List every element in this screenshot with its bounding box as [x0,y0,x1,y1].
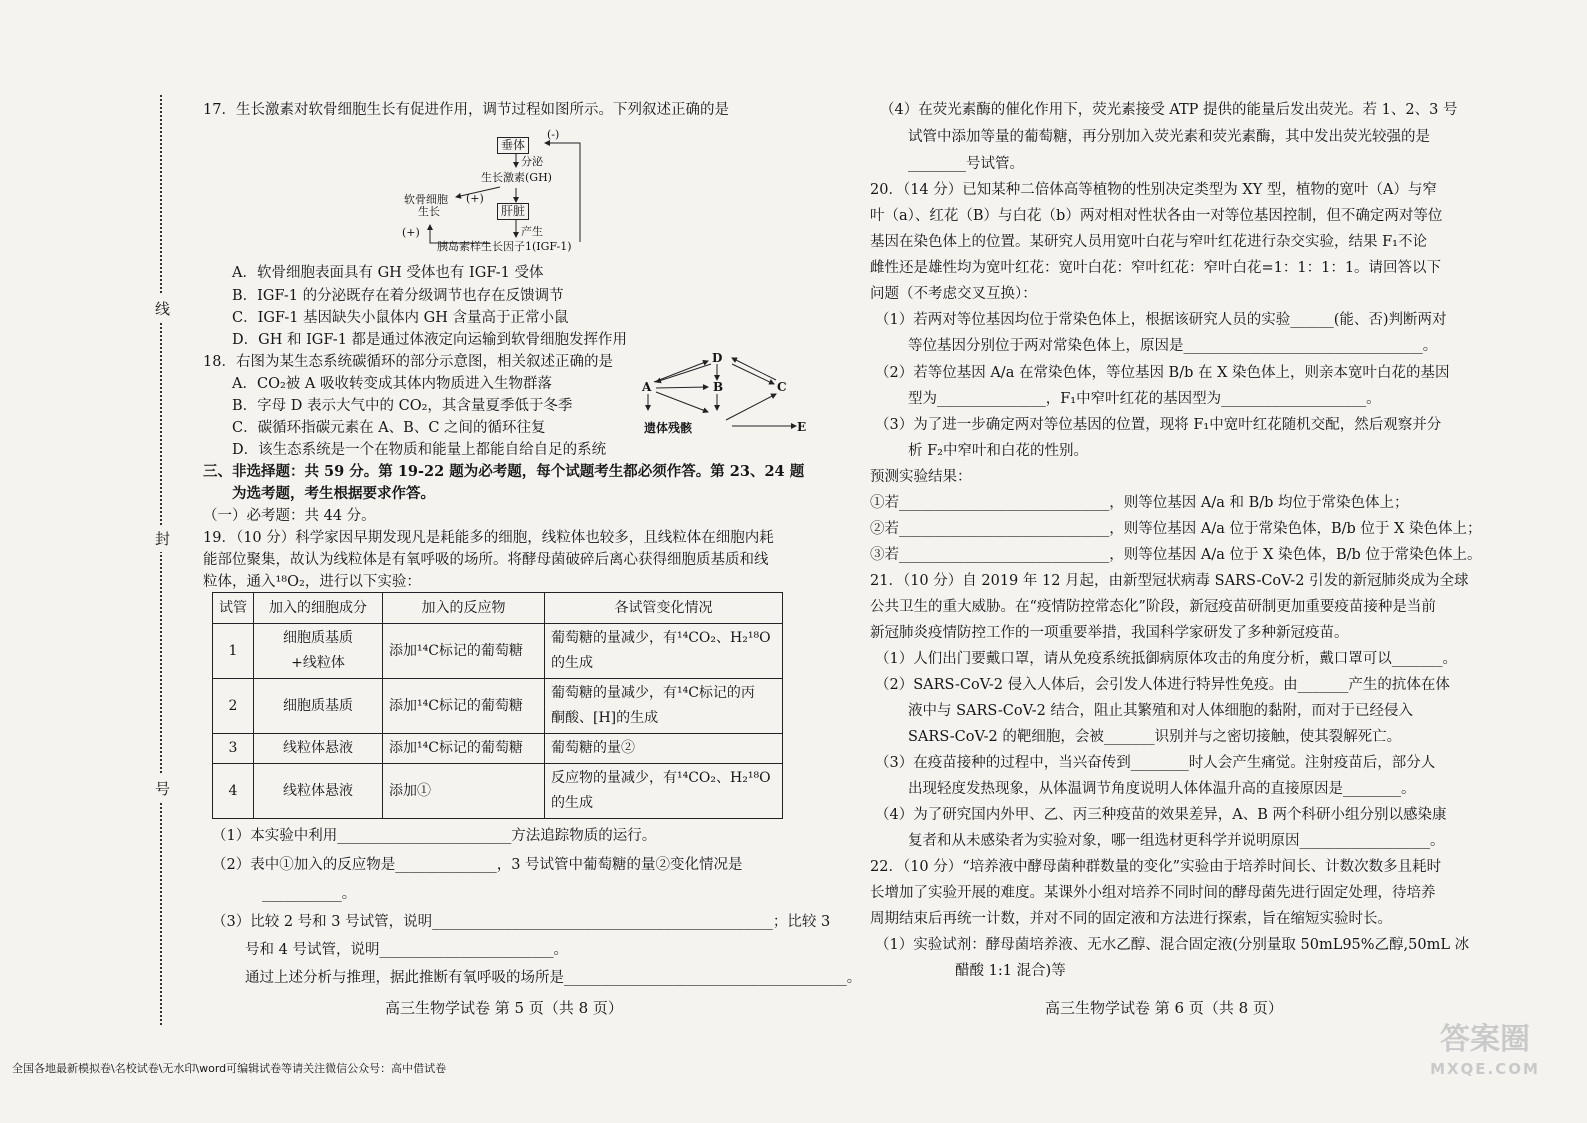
q19-sub-2b: ___________。 [262,886,357,902]
promote-label-1: (+) [466,192,484,205]
secrete-label: 分泌 [521,155,543,168]
q19-line-1: 19．（10 分）科学家因早期发现凡是耗能多的细胞，线粒体也较多，且线粒体在细胞内耗 [203,530,774,546]
table-cell [213,624,254,679]
q20-sub-1a: （1）若两对等位基因均位于常染色体上，根据该研究人员的实验______(能、否)判断两对 [875,312,1447,328]
table-cell-line: 葡萄糖的量减少，有¹⁴C标记的丙 [551,685,755,701]
table-header: 加入的反应物 [383,593,545,624]
section3-heading-2: 为选考题，考生根据要求作答。 [232,485,435,502]
q18-option-a: A．CO₂被 A 吸收转变成其体内物质进入生物群落 [232,376,552,392]
table-cell-line: 细胞质基质 [283,697,353,714]
cartilage-label-1: 软骨细胞 [404,193,448,206]
q20-sub-1b: 等位基因分别位于两对常染色体上，原因是_________________________________。 [908,338,1438,354]
q17-option-a: A．软骨细胞表面具有 GH 受体也有 IGF-1 受体 [232,265,544,281]
q18-option-b: B．字母 D 表示大气中的 CO₂，其含量夏季低于冬季 [232,398,573,414]
table-cell [213,734,254,764]
table-cell-line: 线粒体悬液 [283,782,353,799]
q19-line-3: 粒体，通入¹⁸O₂，进行以下实验： [203,574,421,590]
q19-sub-3a: （3）比较 2 号和 3 号试管，说明_______________________________________________；比较 3 [212,914,831,930]
left-footer: 高三生物学试卷 第 5 页（共 8 页） [385,999,623,1017]
table-cell-line: 反应物的量减少，有¹⁴CO₂、H₂¹⁸O [551,770,771,786]
table-cell [213,764,254,819]
q20-result-2: ②若_____________________________，则等位基因 A/a 位于常染色体，B/b 位于 X 染色体上； [870,521,1482,537]
table-cell [254,734,383,764]
node-a: A [642,380,652,394]
q18-stem: 18．右图为某生态系统碳循环的部分示意图，相关叙述正确的是 [203,354,613,370]
table-cell-line: 4 [228,782,238,799]
table-cell [383,764,545,819]
section3-heading-1: 三、非选择题：共 59 分。第 19-22 题为必考题，每个试题考生都必须作答。第 23、24 题 [203,463,805,480]
q21-sub-2a: （2）SARS-CoV-2 侵入人体后，会引发人体进行特异性免疫。由_______产生的抗体在体 [875,677,1450,693]
q21-line-3: 新冠肺炎疫情防控工作的一项重要举措，我国科学家研发了多种新冠疫苗。 [870,625,1349,641]
node-c: C [777,380,787,394]
node-d: D [712,351,723,365]
table-cell-line: 葡萄糖的量减少，有¹⁴CO₂、H₂¹⁸O [551,630,771,646]
q20-line-2: 叶（a）、红花（B）与白花（b）两对相对性状各由一对等位基因控制，但不确定两对等位 [870,208,1443,224]
table-cell [545,764,783,819]
table-cell [254,764,383,819]
q21-sub-2b: 液中与 SARS-CoV-2 结合，阻止其繁殖和对人体细胞的黏附，而对于已经侵入 [908,703,1413,719]
q20-sub-3b: 析 F₂中窄叶和白花的性别。 [908,443,1088,459]
watermark-url: MXQE.COM [1430,1060,1540,1078]
table-cell-line: 2 [228,697,238,714]
table-cell-line: 的生成 [551,795,593,811]
table-cell-line: 酮酸、[H]的生成 [551,710,659,726]
q19-table [212,592,783,819]
q17-option-d: D．GH 和 IGF-1 都是通过体液定向运输到软骨细胞发挥作用 [232,332,628,348]
table-cell-line: 细胞质基质 [283,630,353,646]
q21-sub-3a: （3）在疫苗接种的过程中，当兴奋传到________时人会产生痛觉。注射疫苗后，部分人 [875,755,1436,771]
table-cell-line: 3 [228,740,238,756]
binding-label-seal: 封 [155,525,170,552]
q20-result-1: ①若_____________________________，则等位基因 A/a 和 B/b 均位于常染色体上； [870,495,1409,511]
table-cell [545,624,783,679]
q21-line-2: 公共卫生的重大威胁。在“疫情防控常态化”阶段，新冠疫苗研制更加重要疫苗接种是当前 [870,599,1436,615]
q17-option-b: B．IGF-1 的分泌既存在着分级调节也存在反馈调节 [232,288,564,304]
node-b: B [713,380,724,394]
table-row [213,734,783,764]
promote-label-2: (+) [402,226,420,239]
table-cell [545,734,783,764]
table-cell [383,679,545,734]
table-cell [254,679,383,734]
q22-sub-1b: 醋酸 1:1 混合)等 [955,963,1066,979]
q20-sub-2b: 型为_______________，F₁中窄叶红花的基因型为____________________。 [908,391,1381,407]
remains-label: 遗体残骸 [644,421,693,435]
q21-sub-4b: 复者和从未感染者为实验对象，哪一组选材更科学并说明原因__________________。 [908,833,1445,849]
table-cell-line: 1 [228,642,238,659]
table-cell [254,624,383,679]
table-cell-line: 添加¹⁴C标记的葡萄糖 [389,740,523,756]
table-row [213,764,783,819]
right-footer: 高三生物学试卷 第 6 页（共 8 页） [1045,999,1283,1017]
table-cell [213,679,254,734]
q21-sub-4a: （4）为了研究国内外甲、乙、丙三种疫苗的效果差异，A、B 两个科研小组分别以感染康 [875,807,1447,823]
q21-sub-1: （1）人们出门要戴口罩，请从免疫系统抵御病原体攻击的角度分析，戴口罩可以_______。 [875,651,1457,667]
table-cell-line: 葡萄糖的量② [551,740,635,756]
predict-heading: 预测实验结果： [870,469,972,485]
liver-box: 肝脏 [497,203,529,220]
required-heading: （一）必考题：共 44 分。 [203,508,376,524]
q22-line-1: 22．（10 分）“培养液中酵母菌种群数量的变化”实验由于培养时间长、计数次数多且耗时 [870,859,1442,875]
q19-line-2: 能部位聚集，故认为线粒体是有氧呼吸的场所。将酵母菌破碎后离心获得细胞质基质和线 [203,552,769,568]
table-header-row [213,593,783,624]
pituitary-box: 垂体 [497,137,529,154]
table-cell-line: 的生成 [551,655,593,671]
bottom-note: 全国各地最新模拟卷\名校试卷\无水印\word可编辑试卷等请关注微信公众号：高中借试卷 [12,1062,447,1075]
q19-sub-4c: ________号试管。 [908,156,1024,172]
q18-option-d: D．该生态系统是一个在物质和能量上都能自给自足的系统 [232,442,607,458]
table-cell-line: 添加¹⁴C标记的葡萄糖 [389,642,523,659]
binding-label-line: 线 [155,295,170,322]
binding-line [160,95,162,1025]
q19-sub-1: （1）本实验中利用________________________方法追踪物质的运行。 [212,828,657,844]
q18-option-c: C．碳循环指碳元素在 A、B、C 之间的循环往复 [232,420,546,436]
q20-line-5: 问题（不考虑交叉互换）： [870,286,1037,302]
feedback-label: (-) [547,128,560,141]
table-cell-line: 线粒体悬液 [283,740,353,756]
q20-line-1: 20．（14 分）已知某种二倍体高等植物的性别决定类型为 XY 型，植物的宽叶（A）与窄 [870,182,1437,198]
q21-line-1: 21．（10 分）自 2019 年 12 月起，由新型冠状病毒 SARS-CoV-2 引发的新冠肺炎成为全球 [870,573,1469,589]
q19-sub-4a: （4）在荧光素酶的催化作用下，荧光素接受 ATP 提供的能量后发出荧光。若 1、2、3 号 [880,102,1458,118]
produce-label: 产生 [521,225,543,238]
table-header: 各试管变化情况 [545,593,783,624]
q22-line-2: 长增加了实验开展的难度。某课外小组对培养不同时间的酵母菌先进行固定处理，待培养 [870,885,1436,901]
q21-sub-3b: 出现轻度发热现象，从体温调节角度说明人体体温升高的直接原因是________。 [908,781,1416,797]
watermark-logo [1395,1020,1575,1110]
table-cell [383,624,545,679]
q20-sub-2a: （2）若等位基因 A/a 在常染色体，等位基因 B/b 在 X 染色体上，则亲本宽叶白花的基因 [875,365,1450,381]
q19-sub-4b: 试管中添加等量的葡萄糖，再分别加入荧光素和荧光素酶，其中发出荧光较强的是 [908,129,1430,145]
table-cell-line: 添加¹⁴C标记的葡萄糖 [389,697,523,714]
gh-label: 生长激素(GH) [481,171,552,184]
q19-sub-3b: 号和 4 号试管，说明________________________。 [245,942,568,958]
table-cell [383,734,545,764]
q19-sub-3c: 通过上述分析与推理，据此推断有氧呼吸的场所是_______________________________________。 [245,970,862,986]
q20-result-3: ③若_____________________________，则等位基因 A/a 位于 X 染色体，B/b 位于常染色体上。 [870,547,1482,563]
binding-label-number: 号 [155,775,170,802]
igf-label: 胰岛素样生长因子1(IGF-1) [437,240,572,253]
table-cell-line: +线粒体 [291,655,345,671]
cartilage-label-2: 生长 [418,205,440,218]
q19-sub-2a: （2）表中①加入的反应物是______________，3 号试管中葡萄糖的量②变化情况是 [212,857,743,873]
q22-line-3: 周期结束后再统一计数，并对不同的固定液和方法进行探索，旨在缩短实验时长。 [870,911,1392,927]
q22-sub-1a: （1）实验试剂：酵母菌培养液、无水乙醇、混合固定液(分别量取 50mL95%乙醇,50mL 冰 [875,937,1470,953]
table-header: 加入的细胞成分 [254,593,383,624]
table-header: 试管 [213,593,254,624]
q20-line-3: 基因在染色体上的位置。某研究人员用宽叶白花与窄叶红花进行杂交实验，结果 F₁不论 [870,234,1427,250]
q21-sub-2c: SARS-CoV-2 的靶细胞，会被_______识别并与之密切接触，使其裂解死亡。 [908,729,1402,745]
q17-stem: 17．生长激素对软骨细胞生长有促进作用，调节过程如图所示。下列叙述正确的是 [203,102,729,118]
table-cell-line: 添加① [389,782,431,799]
table-row [213,624,783,679]
table-cell [545,679,783,734]
q20-sub-3a: （3）为了进一步确定两对等位基因的位置，现将 F₁中宽叶红花随机交配，然后观察并分 [875,417,1442,433]
table-row [213,679,783,734]
node-e: E [797,420,807,434]
q17-option-c: C．IGF-1 基因缺失小鼠体内 GH 含量高于正常小鼠 [232,310,569,326]
q20-line-4: 雌性还是雄性均为宽叶红花：宽叶白花：窄叶红花：窄叶白花=1：1：1：1。请回答以下 [870,260,1442,276]
watermark-text: 答案圈 [1440,1022,1530,1057]
